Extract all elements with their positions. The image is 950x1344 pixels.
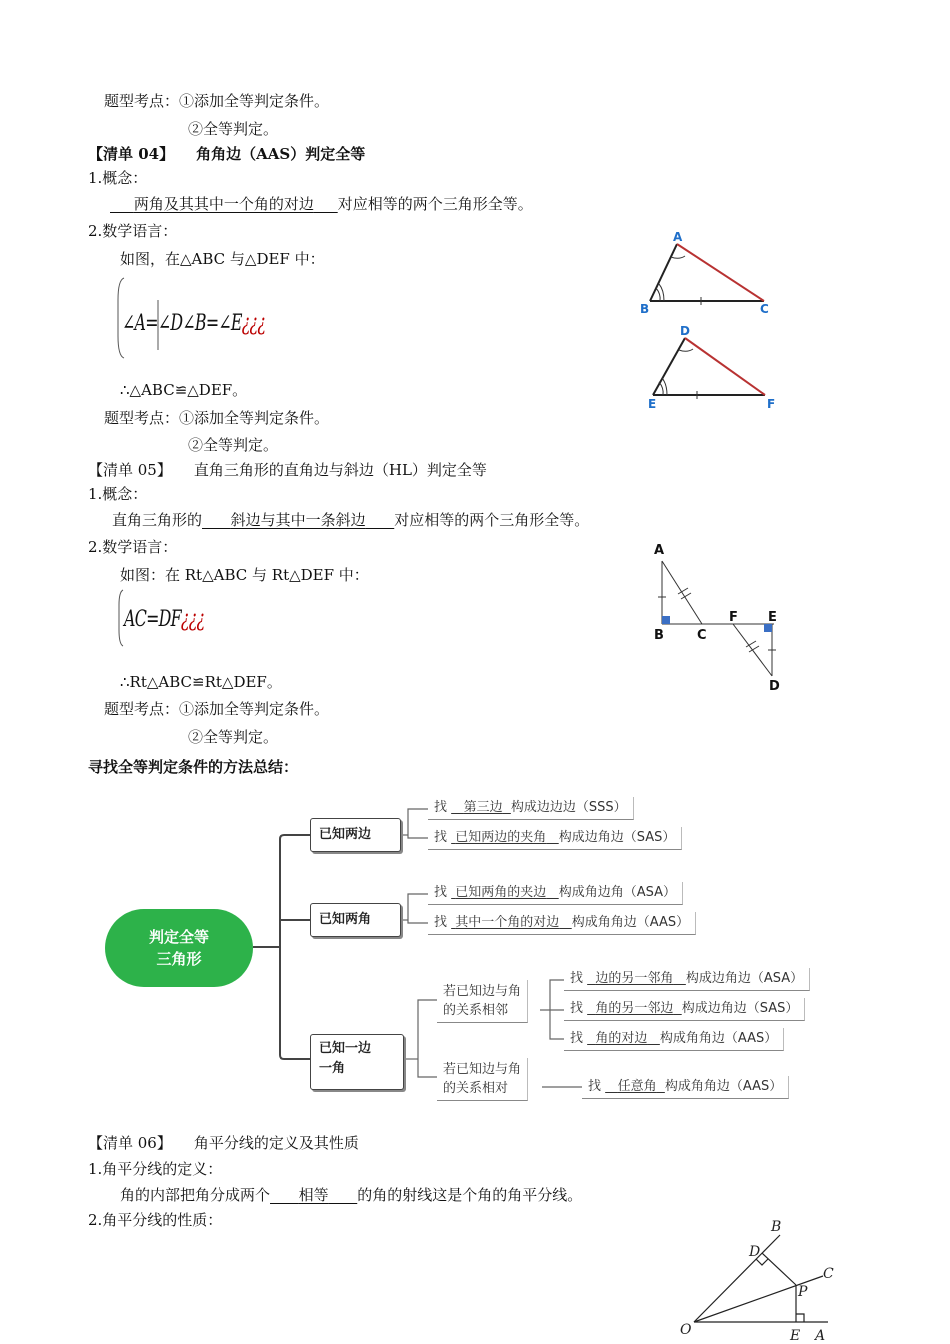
property-label: 2.角平分线的性质： [88, 1211, 223, 1229]
label-B: B [640, 302, 650, 316]
label-P: P [798, 1284, 808, 1300]
exam-point-4: ②全等判定。 [188, 436, 279, 454]
section-title: 角角边（AAS）判定全等 [196, 145, 366, 163]
label-O: O [680, 1322, 692, 1338]
leaf-asa-1: 找 已知两角的夹边 构成角边角（ASA） [428, 882, 683, 905]
label-A: A [673, 230, 683, 244]
concept-label: 1.概念： [88, 485, 148, 503]
label-C: C [697, 628, 707, 643]
summary-title: 寻找全等判定条件的方法总结： [88, 758, 299, 776]
leaf-aas-3: 找 任意角 构成角角边（AAS） [582, 1076, 789, 1099]
conclusion: ∴Rt△ABC≌Rt△DEF。 [120, 673, 282, 691]
label-B: B [654, 628, 664, 643]
exam-points-line: 题型考点：①添加全等判定条件。 [104, 700, 330, 718]
leaf-aas-1: 找 其中一个角的对边 构成角角边（AAS） [428, 912, 696, 935]
relation-opposite: 若已知边与角 的关系相对 [437, 1058, 528, 1101]
mindmap-root: 判定全等 三角形 [105, 909, 253, 987]
concept-line: 两角及其其中一个角的对边 对应相等的两个三角形全等。 [110, 194, 533, 214]
leaf-aas-2: 找 角的对边 构成角角边（AAS） [564, 1028, 784, 1051]
formula-hl: AC=DF¿¿¿ [124, 607, 205, 632]
label-E: E [768, 610, 777, 625]
exam-point-2: ②全等判定。 [188, 120, 279, 138]
branch-two-angles: 已知两角 [310, 903, 401, 937]
math-language-label: 2.数学语言： [88, 538, 178, 556]
label-E: E [790, 1328, 801, 1344]
concept-blank: 两角及其其中一个角的对边 [133, 195, 314, 213]
exam-points-line-3: 题型考点：①添加全等判定条件。 [104, 409, 330, 427]
label-E: E [648, 397, 657, 411]
math-language-label: 2.数学语言： [88, 222, 178, 240]
definition-label: 1.角平分线的定义： [88, 1160, 223, 1178]
section-tag: 【清单 04】 [88, 145, 175, 163]
section-06-heading: 【清单 06】 角平分线的定义及其性质 [88, 1134, 359, 1152]
label-C: C [823, 1266, 834, 1282]
leaf-sas-1: 找 已知两边的夹角 构成边角边（SAS） [428, 827, 682, 850]
exam-point-2: ②全等判定。 [188, 728, 279, 746]
branch-side-angle: 已知一边 一角 [310, 1034, 404, 1090]
leaf-sas-2: 找 角的另一邻边 构成边角边（SAS） [564, 998, 805, 1021]
label-C: C [760, 302, 769, 316]
definition-line: 角的内部把角分成两个 相等 的角的射线这是个角的角平分线。 [120, 1186, 583, 1204]
section-05-heading: 【清单 05】 直角三角形的直角边与斜边（HL）判定全等 [88, 461, 487, 479]
concept-label: 1.概念： [88, 169, 148, 187]
figure-intro: 如图：在 Rt△ABC 与 Rt△DEF 中： [120, 566, 369, 584]
label-A: A [654, 543, 665, 558]
exam-label: 题型考点： [104, 92, 180, 110]
branch-two-sides: 已知两边 [310, 818, 401, 852]
exam-point-1: ①添加全等判定条件。 [179, 92, 330, 110]
label-D: D [749, 1244, 761, 1260]
label-D: D [769, 679, 780, 694]
concept-line: 直角三角形的 斜边与其中一条斜边 对应相等的两个三角形全等。 [112, 511, 590, 529]
figure-intro: 如图，在△ABC 与△DEF 中： [120, 250, 325, 268]
label-F: F [767, 397, 776, 411]
label-F: F [729, 610, 738, 625]
label-B: B [771, 1219, 782, 1235]
leaf-asa-2: 找 边的另一邻角 构成边角边（ASA） [564, 968, 810, 991]
formula-aas: ∠A=∠D∠B=∠E¿¿¿ [122, 311, 266, 336]
label-A: A [815, 1328, 826, 1344]
label-D: D [680, 324, 690, 338]
relation-adjacent: 若已知边与角 的关系相邻 [437, 980, 528, 1023]
leaf-sss: 找 第三边 构成边边边（SSS） [428, 797, 634, 820]
conclusion: ∴△ABC≌△DEF。 [120, 381, 248, 399]
